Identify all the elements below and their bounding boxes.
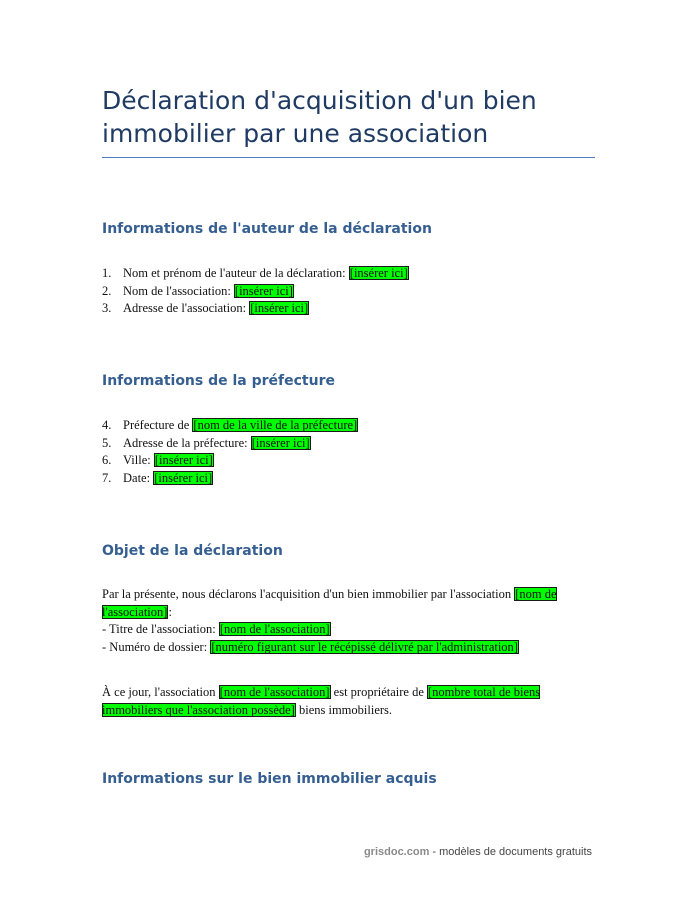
list-number: 3. [102, 301, 112, 315]
title-divider [102, 157, 595, 158]
prefecture-info-list [102, 417, 358, 487]
section-heading-property: Informations sur le bien immobilier acquis [102, 771, 437, 787]
list-number: 4. [102, 418, 112, 432]
field-label: Date: [123, 470, 154, 485]
document-title: Déclaration d'acquisition d'un bien immobilier par une association [102, 86, 537, 148]
list-item [102, 300, 409, 318]
list-number: 7. [102, 470, 112, 485]
list-item [102, 470, 358, 488]
footer-brand[interactable]: grisdoc.com [363, 846, 430, 858]
list-item [102, 417, 358, 435]
field-label: Adresse de la préfecture: [123, 435, 251, 450]
placeholder-field[interactable]: [insérer ici] [154, 470, 213, 485]
section-heading-object: Objet de la déclaration [102, 543, 283, 559]
declaration-paragraph [102, 586, 594, 656]
list-number: 1. [102, 266, 112, 280]
paragraph-text: Par la présente, nous déclarons l'acquisition d'un bien immobilier par l'association [102, 587, 515, 601]
list-item [102, 283, 409, 301]
field-label: Nom de l'association: [123, 283, 234, 298]
field-label: Adresse de l'association: [123, 301, 250, 315]
page-footer [364, 846, 592, 858]
placeholder-field[interactable]: [insérer ici] [234, 283, 293, 298]
list-number: 6. [102, 453, 112, 467]
placeholder-field[interactable]: [insérer ici] [349, 266, 408, 280]
section-heading-author: Informations de l'auteur de la déclaration [102, 221, 432, 237]
list-item [102, 435, 358, 453]
placeholder-field[interactable]: [nombre total de biens immobiliers que l'association possède] [102, 685, 541, 717]
paragraph-text: est propriétaire de [330, 685, 428, 699]
placeholder-field[interactable]: [nom de l'association] [219, 622, 330, 636]
placeholder-field[interactable]: [numéro figurant sur le récépissé délivré par l'administration] [211, 639, 518, 654]
field-label: - Numéro de dossier: [102, 639, 211, 654]
field-label: - Titre de l'association: [102, 622, 219, 636]
field-label: Ville: [123, 453, 154, 467]
paragraph-text: biens immobiliers. [295, 702, 393, 717]
paragraph-text: À ce jour, l'association [102, 685, 219, 699]
paragraph-text: : [168, 604, 172, 619]
field-label: Préfecture de [123, 418, 193, 432]
author-info-list [102, 265, 409, 318]
field-label: Nom et prénom de l'auteur de la déclaration: [123, 266, 349, 280]
footer-tagline: - modèles de documents gratuits [429, 846, 592, 858]
placeholder-field[interactable]: [insérer ici] [251, 435, 310, 450]
placeholder-field[interactable]: [nom de l'association] [102, 587, 557, 619]
list-item [102, 452, 358, 470]
placeholder-field[interactable]: [insérer ici] [250, 301, 309, 315]
placeholder-field[interactable]: [nom de l'association] [219, 685, 330, 699]
ownership-paragraph [102, 684, 594, 719]
placeholder-field[interactable]: [nom de la ville de la préfecture] [193, 418, 358, 432]
list-number: 5. [102, 435, 112, 450]
list-item [102, 265, 409, 283]
section-heading-prefecture: Informations de la préfecture [102, 373, 335, 389]
list-number: 2. [102, 283, 112, 298]
placeholder-field[interactable]: [insérer ici] [154, 453, 213, 467]
